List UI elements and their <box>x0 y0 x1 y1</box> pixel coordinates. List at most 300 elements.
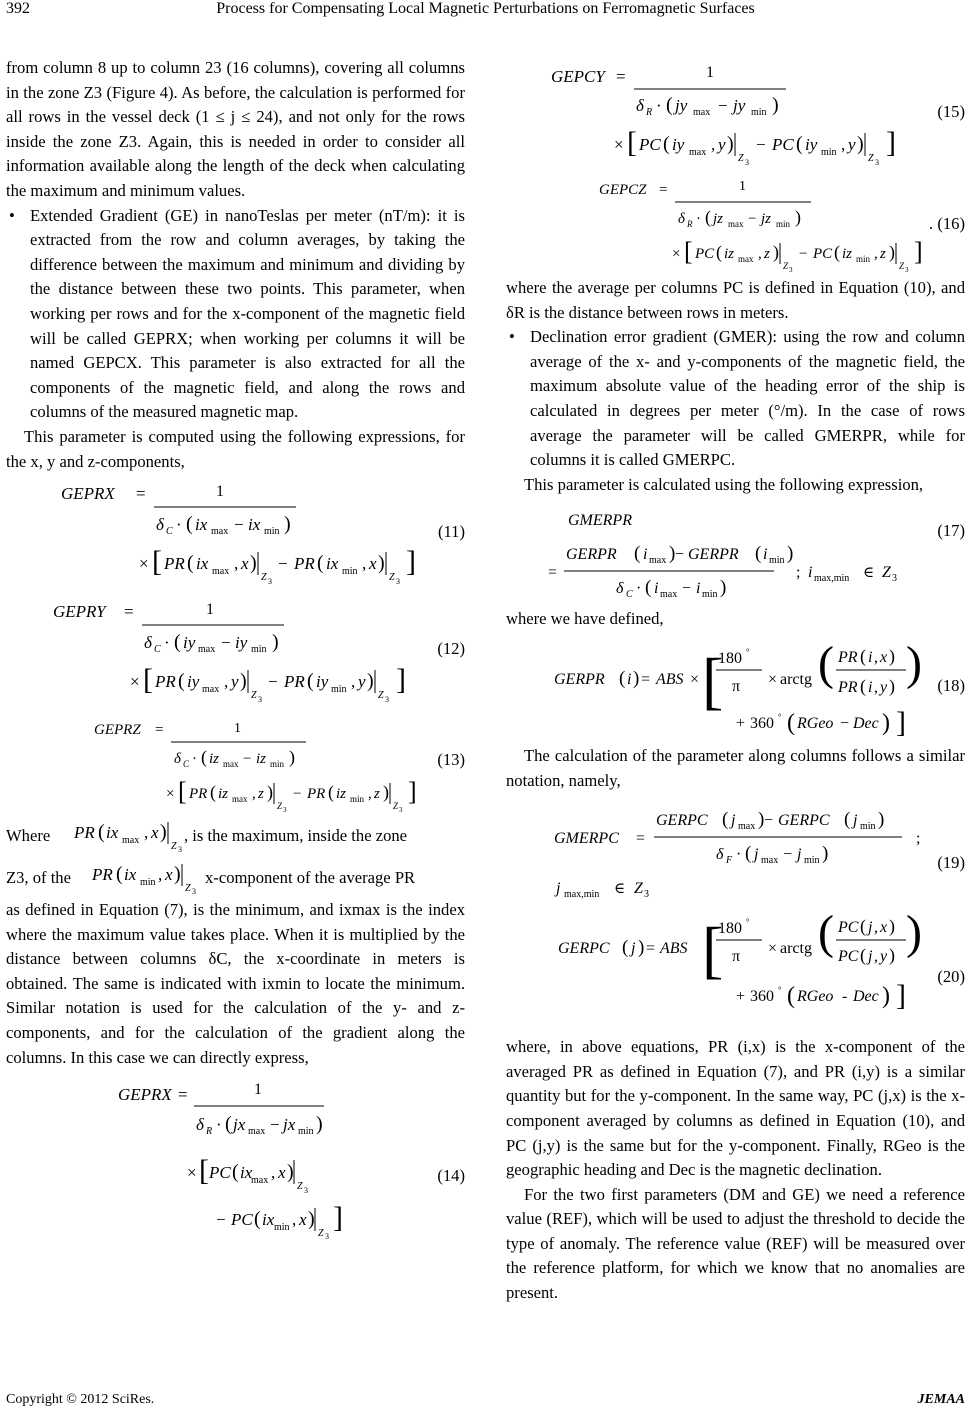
svg-text:(: ( <box>178 670 185 693</box>
svg-text:min: min <box>331 684 347 696</box>
svg-text:∈: ∈ <box>863 565 875 582</box>
paragraph: where, in above equations, PR (i,x) is the x-component of the averaged PR as defined in Equation (7), and PR (i,y) is a similar quantity but for the y-component. In the same way, PC (j,x) is the x-component averaged by columns as defined in Equation (10), and PC (j,y) is the same but for the y-component. Finally, RGeo is the geographic heading and Dec is the magnetic declination. <box>506 1037 965 1180</box>
svg-text:): ) <box>906 636 922 690</box>
svg-text:): ) <box>772 94 779 116</box>
svg-text:]: ] <box>886 126 896 159</box>
svg-text:·: · <box>736 846 742 864</box>
svg-text:,: , <box>874 246 878 262</box>
svg-text:): ) <box>889 242 895 262</box>
svg-text:Z: Z <box>297 1181 303 1193</box>
svg-text:(: ( <box>186 513 193 536</box>
svg-text:F: F <box>726 855 733 867</box>
svg-text:3: 3 <box>283 806 287 815</box>
svg-text:(: ( <box>187 552 194 575</box>
svg-text:C: C <box>166 526 173 538</box>
svg-text:GERPR: GERPR <box>566 546 617 564</box>
svg-text:): ) <box>795 207 801 227</box>
svg-text:): ) <box>882 983 890 1010</box>
svg-text:=: = <box>646 940 656 958</box>
svg-text:y: y <box>880 948 888 966</box>
paragraph: as defined in Equation (7), is the minimum, and ixmax is the index where the maximum value takes place. When it is multiplied by the distance between columns δC, the x-coordinate in meters is obtained. The same is indicated with ixmin to locate the minimum. Similar notation is used for the calculation of the y- and z-components, and for the calculation of the gradient along the columns. In this case we can directly express, <box>6 900 465 1067</box>
svg-text:3: 3 <box>905 266 909 274</box>
svg-text:C: C <box>626 589 633 601</box>
svg-text:×: × <box>130 672 140 692</box>
svg-text:iz: iz <box>842 246 853 262</box>
svg-text:PC: PC <box>209 1163 231 1183</box>
svg-text:δ: δ <box>716 846 724 864</box>
svg-text:ix: ix <box>240 1163 253 1183</box>
svg-text:PC: PC <box>813 246 833 262</box>
svg-text:iy: iy <box>187 672 200 692</box>
paragraph: from column 8 up to column 23 (16 columns), covering all columns in the zone Z3 (Figure 4). As before, the calculation is performed for all rows in the vessel deck (1 ≤ j ≤ 24), and not only for the rows inside the zone Z3. Again, this is needed in order to consider all information available along the length of the deck when calculating the maximum and minimum values. <box>6 58 465 200</box>
svg-text:π: π <box>732 948 741 966</box>
svg-text:max,min: max,min <box>814 573 850 585</box>
equation-20 <box>506 903 965 1035</box>
svg-text:·: · <box>192 751 197 768</box>
svg-text:3: 3 <box>396 577 400 587</box>
svg-text:=: = <box>659 182 668 198</box>
equation-14 <box>6 1070 465 1240</box>
svg-text:×: × <box>768 940 778 958</box>
svg-text:,: , <box>271 1163 276 1183</box>
svg-text:max: max <box>649 555 667 567</box>
svg-text:3: 3 <box>892 573 897 585</box>
svg-text:y: y <box>848 135 856 154</box>
svg-text:−: − <box>764 812 774 830</box>
paragraph: where the average per columns PC is defined in Equation (10), and δR is the distance between rows in meters. <box>506 278 965 322</box>
paragraph: The calculation of the parameter along columns follows a similar notation, namely, <box>506 745 965 790</box>
svg-text:1: 1 <box>206 601 214 619</box>
svg-text:(: ( <box>174 631 181 654</box>
svg-text:max: max <box>738 821 756 833</box>
svg-text:,: , <box>224 672 229 692</box>
svg-text:,: , <box>758 246 762 262</box>
svg-text:j: j <box>868 948 873 966</box>
svg-text:1: 1 <box>254 1081 262 1099</box>
svg-text:]: ] <box>896 979 906 1013</box>
svg-text:): ) <box>822 843 829 865</box>
equation-number: (18) <box>937 675 965 695</box>
right-column <box>506 56 965 1306</box>
svg-text:iz: iz <box>218 786 229 803</box>
svg-text:iy: iy <box>672 135 685 154</box>
svg-text:max: max <box>728 219 744 229</box>
svg-text:max: max <box>689 147 707 158</box>
where-text: Z3, of the <box>6 868 71 888</box>
svg-text:=: = <box>616 67 626 86</box>
equation-number: (15) <box>937 102 965 121</box>
svg-text:(: ( <box>860 645 866 666</box>
equation-12 <box>6 592 465 708</box>
svg-text:(: ( <box>755 543 762 565</box>
svg-text:GEPRZ: GEPRZ <box>94 722 141 739</box>
svg-text:R: R <box>687 219 693 229</box>
svg-text:): ) <box>378 552 385 575</box>
footer-copyright: Copyright © 2012 SciRes. <box>6 1392 155 1407</box>
svg-text:=: = <box>636 830 646 848</box>
svg-text:180: 180 <box>718 649 742 667</box>
equation-18 <box>506 632 965 744</box>
svg-text:): ) <box>773 242 779 262</box>
svg-text:PR: PR <box>92 865 113 885</box>
svg-text:(: ( <box>116 863 123 886</box>
svg-text:[: [ <box>702 914 724 986</box>
svg-text:π: π <box>732 677 741 695</box>
svg-text:−: − <box>756 135 766 154</box>
bullet-dot-icon: • <box>509 327 515 347</box>
svg-text:δ: δ <box>616 580 624 598</box>
svg-text:(: ( <box>663 133 670 155</box>
svg-text:min: min <box>298 1126 314 1138</box>
svg-text:[: [ <box>199 1154 209 1188</box>
svg-text:j: j <box>868 919 873 937</box>
svg-text:arctg: arctg <box>780 670 812 688</box>
svg-text:GERPR: GERPR <box>688 546 739 564</box>
svg-text:Dec: Dec <box>853 714 879 732</box>
svg-text:PC: PC <box>639 135 661 154</box>
equation-20-graphic <box>506 903 926 1035</box>
svg-text:3: 3 <box>325 1232 329 1241</box>
svg-text:(: ( <box>844 809 851 831</box>
svg-text:∈: ∈ <box>614 881 626 898</box>
svg-text:×: × <box>166 786 175 803</box>
svg-text:): ) <box>289 747 295 768</box>
equation-17-graphic <box>506 497 926 607</box>
svg-text:j: j <box>754 846 759 864</box>
svg-text:min: min <box>140 877 156 889</box>
svg-text:GEPRY: GEPRY <box>53 602 106 622</box>
svg-text:,: , <box>252 786 256 803</box>
svg-text:Z: Z <box>251 690 257 702</box>
svg-text:): ) <box>272 631 279 654</box>
svg-text:j: j <box>631 940 636 958</box>
svg-text:−: − <box>278 554 288 574</box>
svg-text:x: x <box>241 554 249 574</box>
bullet-item <box>506 325 965 473</box>
bullet-text: Declination error gradient (GMER): using the row and column average of the x- and y-components of the magnetic field, the maximum absolute value of the heading error of the ship is calculated in degrees per meter (°/m). In the case of rows average the parameter will be called GMERPR, while for columns it is called GMERPC. <box>530 327 965 470</box>
svg-text:+: + <box>736 714 746 732</box>
svg-text:(: ( <box>722 809 729 831</box>
svg-text:=: = <box>178 1085 188 1105</box>
svg-text:max: max <box>212 566 230 578</box>
svg-text:(: ( <box>622 937 629 959</box>
svg-text:,: , <box>292 1210 297 1230</box>
svg-text:360: 360 <box>750 714 774 732</box>
equation-number: (11) <box>437 522 465 542</box>
svg-text:−: − <box>216 1210 226 1230</box>
svg-text:3: 3 <box>304 1186 308 1196</box>
svg-text:i: i <box>808 564 813 582</box>
svg-text:min: min <box>342 566 358 578</box>
svg-text:Z: Z <box>378 690 384 702</box>
svg-text:z: z <box>258 786 264 803</box>
svg-text:): ) <box>287 1161 294 1184</box>
svg-text:jz: jz <box>713 211 724 227</box>
svg-text:(: ( <box>860 916 866 937</box>
svg-text:PR: PR <box>307 786 326 803</box>
svg-text:max: max <box>660 589 678 601</box>
svg-text:(: ( <box>796 133 803 155</box>
left-column <box>6 56 465 1240</box>
svg-text:(: ( <box>716 242 722 262</box>
svg-text:x: x <box>369 554 377 574</box>
svg-text:3: 3 <box>399 806 403 815</box>
svg-text:x: x <box>165 865 173 885</box>
svg-text:): ) <box>878 809 885 831</box>
equation-number: (20) <box>937 967 965 987</box>
svg-text:·: · <box>164 633 170 653</box>
equation-19-graphic <box>506 793 926 903</box>
svg-text:PC: PC <box>695 246 715 262</box>
svg-text:): ) <box>383 782 389 803</box>
svg-text:×: × <box>139 554 149 574</box>
svg-text:ABS: ABS <box>656 670 684 688</box>
svg-text:(: ( <box>645 577 652 599</box>
svg-text:−: − <box>783 846 793 864</box>
svg-text:,: , <box>234 554 239 574</box>
svg-text:Z: Z <box>868 153 874 164</box>
equation-11 <box>6 474 465 592</box>
svg-text:PR: PR <box>164 554 185 574</box>
svg-text:−: − <box>234 515 244 535</box>
svg-text:PR: PR <box>155 672 176 692</box>
svg-text:=: = <box>124 602 134 622</box>
svg-text:[: [ <box>152 545 162 579</box>
svg-text:(: ( <box>232 1161 239 1184</box>
svg-text:GERPR: GERPR <box>554 670 605 688</box>
svg-text:max: max <box>251 1175 269 1187</box>
svg-text:·: · <box>176 515 182 535</box>
where-text: , is the maximum, inside the zone <box>184 826 408 846</box>
svg-text:): ) <box>889 675 895 696</box>
svg-text:max: max <box>248 1126 266 1138</box>
svg-text:x: x <box>880 648 888 666</box>
svg-text:(: ( <box>201 747 207 768</box>
svg-text:GERPC: GERPC <box>656 812 708 830</box>
svg-text:(: ( <box>745 843 752 865</box>
svg-text:): ) <box>889 945 895 966</box>
svg-text:z: z <box>764 246 770 262</box>
equation-12-graphic <box>6 592 426 708</box>
svg-text:δ: δ <box>196 1115 204 1135</box>
svg-text:y: y <box>880 678 888 696</box>
svg-text:Z: Z <box>634 880 643 898</box>
svg-text:180: 180 <box>718 920 742 938</box>
svg-text:ix: ix <box>326 554 339 574</box>
svg-text:RGeo: RGeo <box>797 988 834 1006</box>
equation-number: (19) <box>937 853 965 873</box>
svg-text:RGeo: RGeo <box>797 714 834 732</box>
svg-text:): ) <box>316 1113 323 1136</box>
svg-text:ix: ix <box>248 515 261 535</box>
svg-text:Z: Z <box>738 153 744 164</box>
svg-text:ix: ix <box>195 515 208 535</box>
paragraph: This parameter is computed using the following expressions, for the x, y and z-components, <box>6 426 465 471</box>
svg-text:,: , <box>874 648 878 666</box>
svg-text:GEPCZ: GEPCZ <box>599 182 647 198</box>
svg-text:iz: iz <box>256 751 267 768</box>
svg-text:(: ( <box>634 543 641 565</box>
paragraph: For the two first parameters (DM and GE) we need a reference value (REF), which will be used to adjust the threshold to decide the type of anomaly. The reference value (REF) will be measured over the reference platform, for which we know that no anomalies are present. <box>506 1184 965 1303</box>
svg-text:R: R <box>206 1126 213 1138</box>
svg-text:−: − <box>748 211 757 227</box>
svg-text:j: j <box>797 846 802 864</box>
page-number: 392 <box>6 0 30 17</box>
where-line-1 <box>6 816 465 856</box>
svg-text:°: ° <box>778 711 782 722</box>
svg-text:−: − <box>840 714 850 732</box>
svg-text:): ) <box>889 645 895 666</box>
svg-text:−: − <box>270 1115 280 1135</box>
svg-text:3: 3 <box>875 158 879 167</box>
svg-text:360: 360 <box>750 988 774 1006</box>
svg-text:Z: Z <box>783 261 789 271</box>
running-title: Process for Compensating Local Magnetic Perturbations on Ferromagnetic Surfaces <box>216 0 755 17</box>
svg-text:δ: δ <box>636 96 644 115</box>
svg-text:min: min <box>264 526 280 538</box>
svg-text:PR: PR <box>284 672 305 692</box>
svg-text:max: max <box>202 684 220 696</box>
svg-text:max: max <box>761 855 779 867</box>
where-text: Where <box>6 826 51 846</box>
svg-text:i: i <box>627 670 632 688</box>
svg-text:3: 3 <box>745 158 749 167</box>
svg-text:iz: iz <box>336 786 347 803</box>
equation-number: (17) <box>937 521 965 541</box>
svg-text:PR: PR <box>294 554 315 574</box>
svg-text:ix: ix <box>196 554 209 574</box>
svg-text:jz: jz <box>761 211 772 227</box>
svg-text:=: = <box>548 564 558 582</box>
svg-text:−: − <box>293 786 302 803</box>
svg-text:PR: PR <box>74 823 95 843</box>
svg-text:3: 3 <box>644 889 649 901</box>
svg-text:Z: Z <box>389 572 395 584</box>
svg-text:max: max <box>211 526 229 538</box>
svg-text:(: ( <box>787 709 795 736</box>
svg-text:×: × <box>690 670 700 688</box>
svg-text:): ) <box>720 577 727 599</box>
svg-text:min: min <box>350 794 365 805</box>
svg-text:,: , <box>362 554 367 574</box>
equation-number: (13) <box>437 750 465 770</box>
svg-text:Z: Z <box>277 801 283 812</box>
svg-text:·: · <box>656 96 662 115</box>
svg-text:×: × <box>768 670 778 688</box>
svg-text:Z: Z <box>171 841 177 853</box>
svg-text:(: ( <box>666 94 673 116</box>
svg-text:(: ( <box>619 667 626 689</box>
svg-text:]: ] <box>914 237 923 266</box>
svg-text:R: R <box>646 107 653 118</box>
svg-text:Z: Z <box>185 883 191 895</box>
svg-text:×: × <box>614 135 624 154</box>
svg-text:min: min <box>751 107 767 118</box>
svg-text:°: ° <box>746 646 750 657</box>
svg-text:PR: PR <box>838 678 858 696</box>
svg-text:min: min <box>702 589 718 601</box>
svg-text:°: ° <box>778 985 782 996</box>
svg-text:1: 1 <box>216 483 224 501</box>
svg-text:PC: PC <box>838 919 859 937</box>
svg-text:j: j <box>556 880 561 898</box>
svg-text:(: ( <box>328 782 334 803</box>
svg-text:GMERPC: GMERPC <box>554 830 619 848</box>
svg-text:i: i <box>654 580 659 598</box>
svg-text:): ) <box>758 809 765 831</box>
equation-19 <box>506 793 965 903</box>
svg-text:PR: PR <box>189 786 208 803</box>
svg-text:−: − <box>675 546 685 564</box>
svg-text:GERPC: GERPC <box>558 940 610 958</box>
svg-text:y: y <box>358 672 366 692</box>
equation-number: (12) <box>437 639 465 659</box>
svg-text:=: = <box>136 484 146 504</box>
svg-text:−: − <box>268 672 278 692</box>
svg-text:(: ( <box>210 782 216 803</box>
svg-text:Z: Z <box>393 801 399 812</box>
svg-text:jx: jx <box>233 1115 246 1135</box>
svg-text:min: min <box>270 759 285 770</box>
svg-text:−: − <box>682 580 692 598</box>
svg-text:ABS: ABS <box>660 940 688 958</box>
svg-text:3: 3 <box>385 695 389 705</box>
svg-text:C: C <box>183 759 190 770</box>
svg-text:min: min <box>251 644 267 656</box>
svg-text:]: ] <box>408 777 417 807</box>
bullet-item <box>6 204 465 425</box>
equation-17 <box>506 497 965 607</box>
svg-text:): ) <box>174 863 181 886</box>
svg-text:°: ° <box>746 917 750 928</box>
footer-journal: JEMAA <box>917 1392 965 1407</box>
svg-text:(: ( <box>818 636 834 690</box>
svg-text:): ) <box>882 709 890 736</box>
svg-text:iy: iy <box>235 633 248 653</box>
equation-16 <box>506 168 965 276</box>
where-text: x-component of the average PR <box>205 868 416 888</box>
svg-text:GMERPR: GMERPR <box>568 512 632 530</box>
svg-text:;: ; <box>916 830 921 848</box>
svg-text:−: − <box>799 246 808 262</box>
svg-text:(: ( <box>834 242 840 262</box>
svg-text:(: ( <box>225 1113 232 1136</box>
svg-text:[: [ <box>178 777 187 807</box>
svg-text:x: x <box>278 1163 286 1183</box>
svg-text:(: ( <box>787 983 795 1010</box>
paragraph: This parameter is calculated using the following expression, <box>524 474 924 494</box>
svg-text:max,min: max,min <box>564 889 600 901</box>
svg-text:min: min <box>856 254 871 264</box>
bullet-dot-icon: • <box>9 205 15 225</box>
svg-text:GERPC: GERPC <box>778 812 830 830</box>
svg-text:j: j <box>731 812 736 830</box>
svg-text:−: − <box>718 96 728 115</box>
svg-text:+: + <box>736 988 746 1006</box>
svg-text:min: min <box>769 555 785 567</box>
svg-text:): ) <box>267 782 273 803</box>
svg-text:PC: PC <box>231 1210 253 1230</box>
svg-text:x: x <box>151 823 159 843</box>
svg-text:z: z <box>880 246 886 262</box>
svg-text:(: ( <box>254 1208 261 1231</box>
svg-text:Z: Z <box>318 1228 324 1240</box>
svg-text:iz: iz <box>209 751 220 768</box>
equation-13-graphic <box>6 708 426 816</box>
svg-text:,: , <box>841 135 846 154</box>
svg-text:): ) <box>367 670 374 693</box>
svg-text:z: z <box>374 786 380 803</box>
